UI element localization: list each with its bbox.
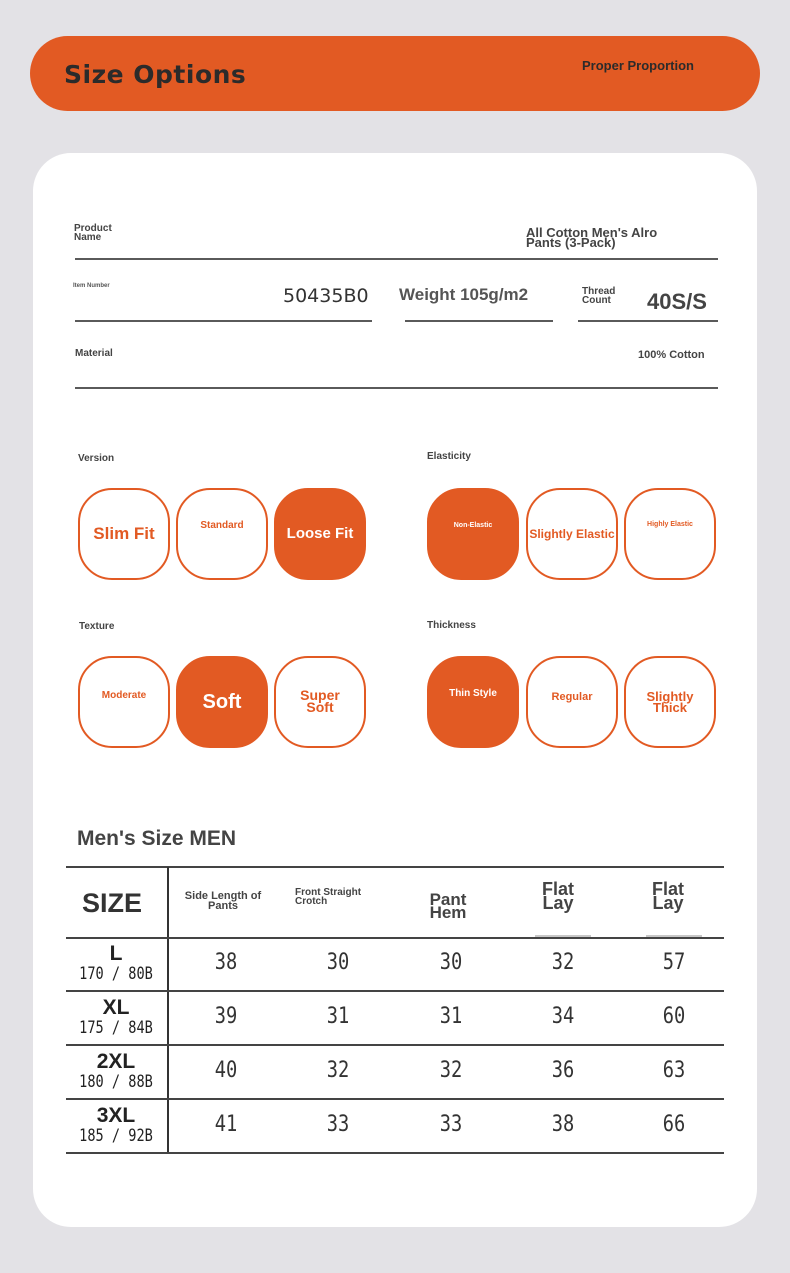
table-cell: 66	[662, 1112, 686, 1137]
size-table-title: Men's Size MEN	[77, 827, 237, 850]
table-cell: 38	[214, 950, 238, 975]
option-slightly-elastic[interactable]: Slightly Elastic	[526, 488, 618, 580]
page-subtitle: Proper Proportion	[582, 58, 694, 73]
table-row-divider	[66, 1044, 724, 1046]
table-cell: 39	[214, 1004, 238, 1029]
table-cell: 33	[439, 1112, 463, 1137]
option-thin-style[interactable]: Thin Style	[427, 656, 519, 748]
weight-value: Weight 105g/m2	[399, 285, 529, 304]
material-label: Material	[75, 348, 113, 359]
option-moderate[interactable]: Moderate	[78, 656, 170, 748]
header-pant-hem: Pant Hem	[429, 890, 467, 922]
table-row-size: L 170 / 80B	[79, 942, 153, 984]
header-side-length: Side Length of Pants	[184, 890, 262, 912]
version-title: Version	[78, 453, 115, 464]
product-name-value: All Cotton Men's Alro Pants (3-Pack)	[526, 225, 658, 250]
option-highly-elastic[interactable]: Highly Elastic	[624, 488, 716, 580]
page-title: Size Options	[64, 60, 247, 89]
product-name-label: Product Name	[74, 223, 112, 243]
table-cell: 36	[551, 1058, 575, 1083]
table-cell: 38	[551, 1112, 575, 1137]
divider	[578, 320, 718, 322]
option-slightly-thick[interactable]: Slightly Thick	[624, 656, 716, 748]
table-row-divider	[66, 1098, 724, 1100]
table-cell: 40	[214, 1058, 238, 1083]
header-flat-lay-2: Flat Lay	[651, 879, 684, 913]
option-slim-fit[interactable]: Slim Fit	[78, 488, 170, 580]
option-regular[interactable]: Regular	[526, 656, 618, 748]
table-cell: 32	[551, 950, 575, 975]
table-cell: 60	[662, 1004, 686, 1029]
table-cell: 34	[551, 1004, 575, 1029]
texture-title: Texture	[79, 621, 115, 632]
divider	[75, 320, 372, 322]
table-cell: 33	[326, 1112, 350, 1137]
elasticity-title: Elasticity	[427, 451, 471, 462]
thread-count-value: 40S/S	[647, 289, 707, 314]
table-cell: 30	[439, 950, 463, 975]
option-standard[interactable]: Standard	[176, 488, 268, 580]
divider	[405, 320, 553, 322]
option-soft[interactable]: Soft	[176, 656, 268, 748]
header-size: SIZE	[81, 888, 142, 918]
item-number-value: 50435B0	[283, 285, 369, 307]
option-non-elastic[interactable]: Non-Elastic	[427, 488, 519, 580]
table-cell: 63	[662, 1058, 686, 1083]
table-row-size: 2XL 180 / 88B	[79, 1050, 153, 1092]
table-row-divider	[66, 937, 724, 939]
table-cell: 31	[439, 1004, 463, 1029]
thickness-title: Thickness	[427, 620, 476, 631]
table-cell: 57	[662, 950, 686, 975]
table-cell: 31	[326, 1004, 350, 1029]
table-cell: 41	[214, 1112, 238, 1137]
table-row-divider	[66, 990, 724, 992]
table-cell: 32	[439, 1058, 463, 1083]
header-front-crotch: Front Straight Crotch	[295, 887, 362, 907]
table-top-border	[66, 866, 724, 868]
thread-count-label: Thread Count	[582, 286, 616, 306]
header-banner	[30, 36, 760, 111]
header-flat-lay-1: Flat Lay	[541, 879, 574, 913]
table-size-column-border	[167, 867, 169, 1153]
material-value: 100% Cotton	[638, 349, 705, 361]
option-loose-fit[interactable]: Loose Fit	[274, 488, 366, 580]
table-bottom-border	[66, 1152, 724, 1154]
item-number-label: Item Number	[73, 283, 110, 289]
table-cell: 30	[326, 950, 350, 975]
table-cell: 32	[326, 1058, 350, 1083]
divider	[75, 387, 718, 389]
table-row-size: 3XL 185 / 92B	[79, 1104, 153, 1146]
option-super-soft[interactable]: Super Soft	[274, 656, 366, 748]
table-row-size: XL 175 / 84B	[79, 996, 153, 1038]
divider	[75, 258, 718, 260]
